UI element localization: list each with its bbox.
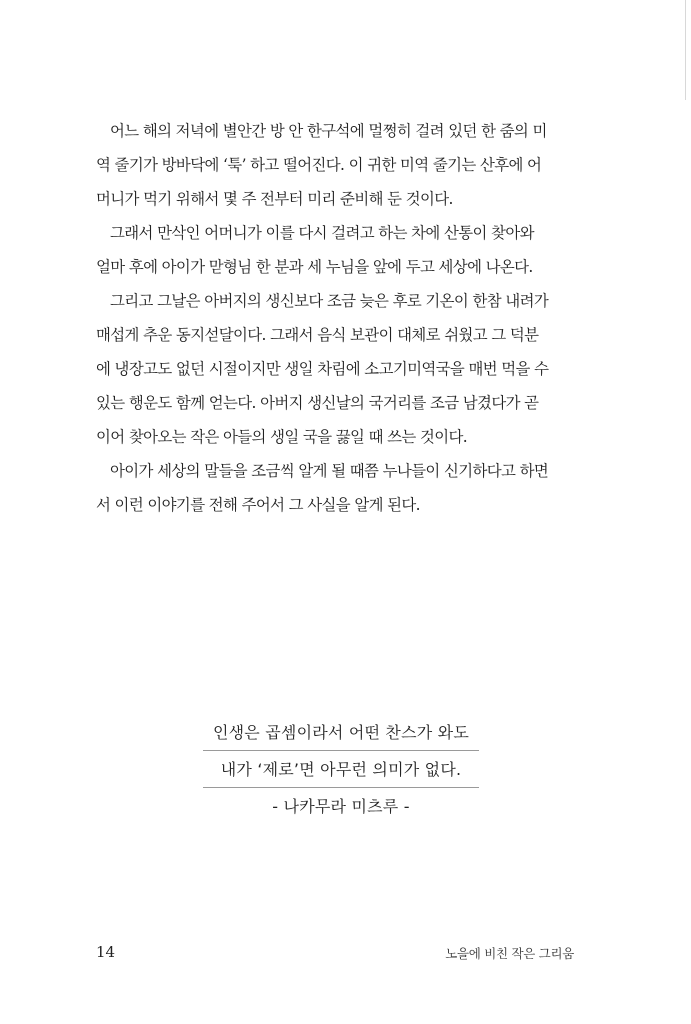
paragraph-line: 그래서 만삭인 어머니가 이를 다시 걸려고 하는 차에 산통이 찾아와 <box>110 224 534 242</box>
paragraph-line: 역 줄기가 방바닥에 ‘툭’ 하고 떨어진다. 이 귀한 미역 줄기는 산후에 어 <box>96 156 542 174</box>
paragraph-line: 그리고 그날은 아버지의 생신보다 조금 늦은 후로 기온이 한참 내려가 <box>110 292 549 310</box>
paragraph-line: 서 이런 이야기를 전해 주어서 그 사실을 알게 된다. <box>96 496 420 514</box>
quote-author: - 나카무라 미츠루 - <box>272 797 410 816</box>
paragraph-line: 얼마 후에 아이가 맏형님 한 분과 세 누님을 앞에 두고 세상에 나온다. <box>96 258 533 276</box>
running-title: 노을에 비친 작은 그리움 <box>445 946 574 961</box>
paragraph-line: 머니가 먹기 위해서 몇 주 전부터 미리 준비해 둔 것이다. <box>96 190 453 208</box>
paragraph-line: 매섭게 추운 동지섣달이다. 그래서 음식 보관이 대체로 쉬웠고 그 덕분 <box>96 326 539 344</box>
paragraph-line: 이어 찾아오는 작은 아들의 생일 국을 끓일 때 쓰는 것이다. <box>96 428 468 446</box>
paragraph-line: 어느 해의 저녁에 별안간 방 안 한구석에 멀쩡히 걸려 있던 한 줌의 미 <box>110 122 547 140</box>
quote-block <box>203 718 479 822</box>
paragraph-line: 아이가 세상의 말들을 조금씩 알게 될 때쯤 누나들이 신기하다고 하면 <box>110 462 549 480</box>
page-number: 14 <box>96 943 116 961</box>
page-edge-line <box>685 0 686 100</box>
paragraph-line: 에 냉장고도 없던 시절이지만 생일 차림에 소고기미역국을 매번 먹을 수 <box>96 360 549 378</box>
body-text <box>96 114 596 522</box>
paragraph-line: 있는 행운도 함께 얻는다. 아버지 생신날의 국거리를 조금 남겼다가 곧 <box>96 394 539 412</box>
quote-line-2: 내가 ‘제로’면 아무런 의미가 없다. <box>203 755 479 788</box>
quote-line-1: 인생은 곱셈이라서 어떤 찬스가 와도 <box>203 718 479 751</box>
